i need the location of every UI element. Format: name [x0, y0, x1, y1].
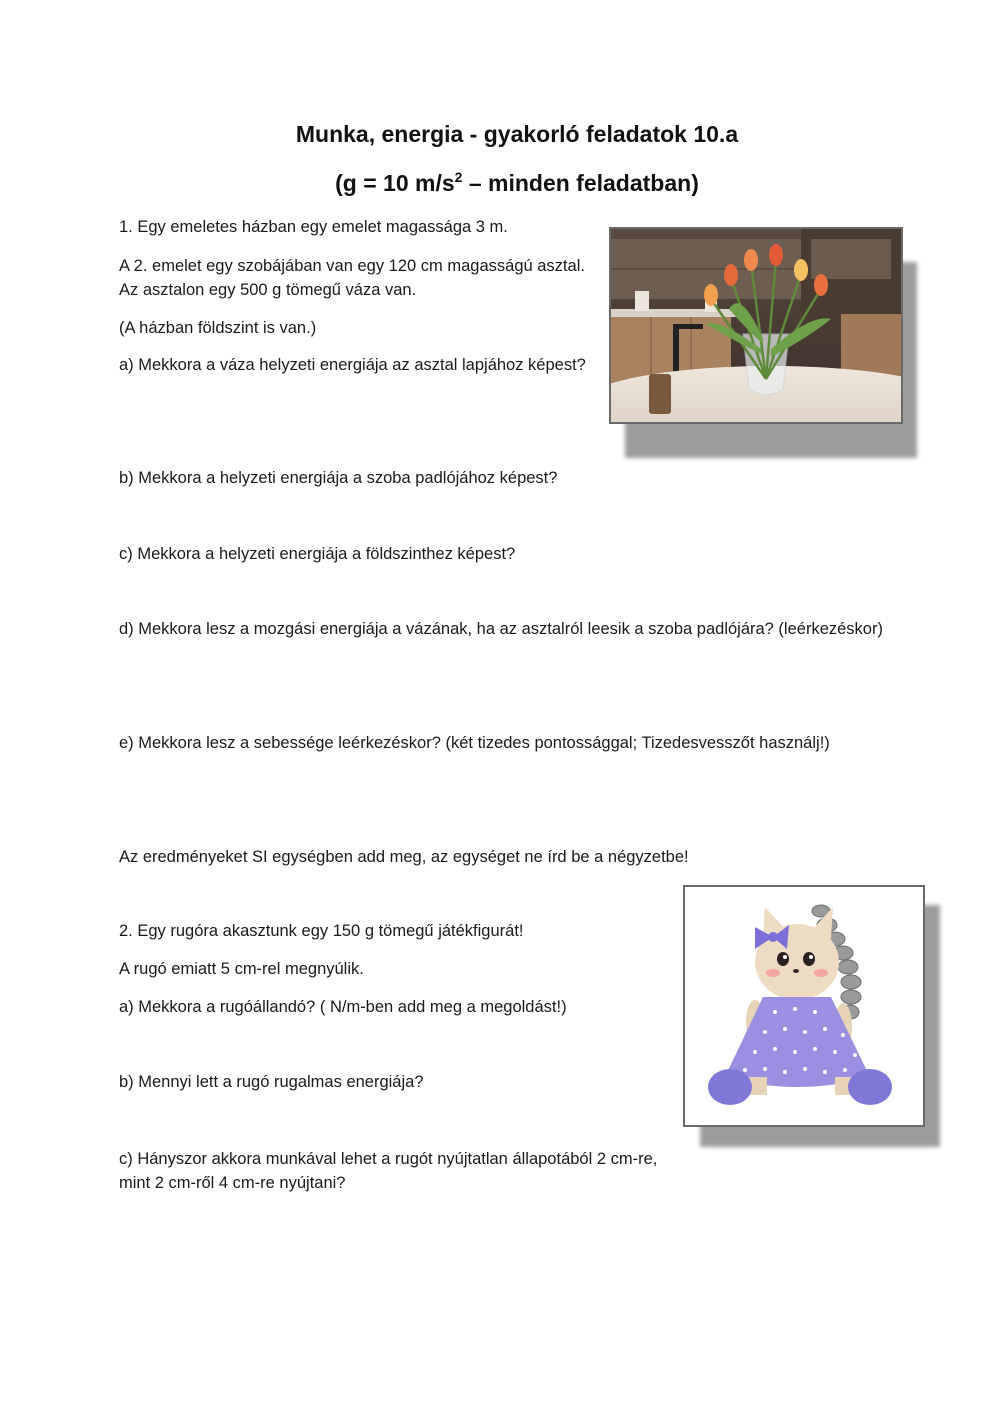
- task2-question-b: b) Mennyi lett a rugó rugalmas energiája?: [119, 1073, 424, 1091]
- task1-question-c: c) Mekkora a helyzeti energiája a földszinthez képest?: [119, 545, 516, 563]
- task2-question-c-cont: mint 2 cm-ről 4 cm-re nyújtani?: [119, 1174, 346, 1192]
- subtitle-prefix: (g = 10 m/s: [335, 170, 455, 196]
- task2-line2: A rugó emiatt 5 cm-rel megnyúlik.: [119, 960, 364, 978]
- page-title: Munka, energia - gyakorló feladatok 10.a: [295, 121, 739, 147]
- si-units-note: Az eredményeket SI egységben add meg, az egységet ne írd be a négyzetbe!: [119, 848, 689, 866]
- subtitle-suffix: – minden feladatban): [462, 170, 699, 196]
- task1-intro: 1. Egy emeletes házban egy emelet magassága 3 m.: [119, 218, 508, 236]
- toy-photo: [683, 885, 925, 1127]
- task1-question-b: b) Mekkora a helyzeti energiája a szoba padlójához képest?: [119, 469, 558, 487]
- task1-line3: Az asztalon egy 500 g tömegű váza van.: [119, 281, 417, 299]
- task1-line4: (A házban földszint is van.): [119, 319, 317, 337]
- subtitle-exponent: 2: [454, 169, 463, 185]
- task1-question-a: a) Mekkora a váza helyzeti energiája az asztal lapjához képest?: [119, 356, 586, 374]
- task1-line2: A 2. emelet egy szobájában van egy 120 cm magasságú asztal.: [119, 257, 585, 275]
- task1-question-e: e) Mekkora lesz a sebessége leérkezéskor? (két tizedes pontossággal; Tizedesvesszőt használj!): [119, 734, 830, 752]
- toy-cat-image: [685, 887, 923, 1125]
- task2-question-a: a) Mekkora a rugóállandó? ( N/m-ben add meg a megoldást!): [119, 998, 567, 1016]
- task2-intro: 2. Egy rugóra akasztunk egy 150 g tömegű játékfigurát!: [119, 922, 524, 940]
- tulip-vase-image: [611, 229, 901, 422]
- task2-question-c: c) Hányszor akkora munkával lehet a rugót nyújtatlan állapotából 2 cm-re,: [119, 1150, 658, 1168]
- page-subtitle: [0, 169, 1000, 197]
- vase-photo: [609, 227, 903, 424]
- task1-question-d: d) Mekkora lesz a mozgási energiája a vázának, ha az asztalról leesik a szoba padlójára? (leérkezéskor): [119, 620, 883, 638]
